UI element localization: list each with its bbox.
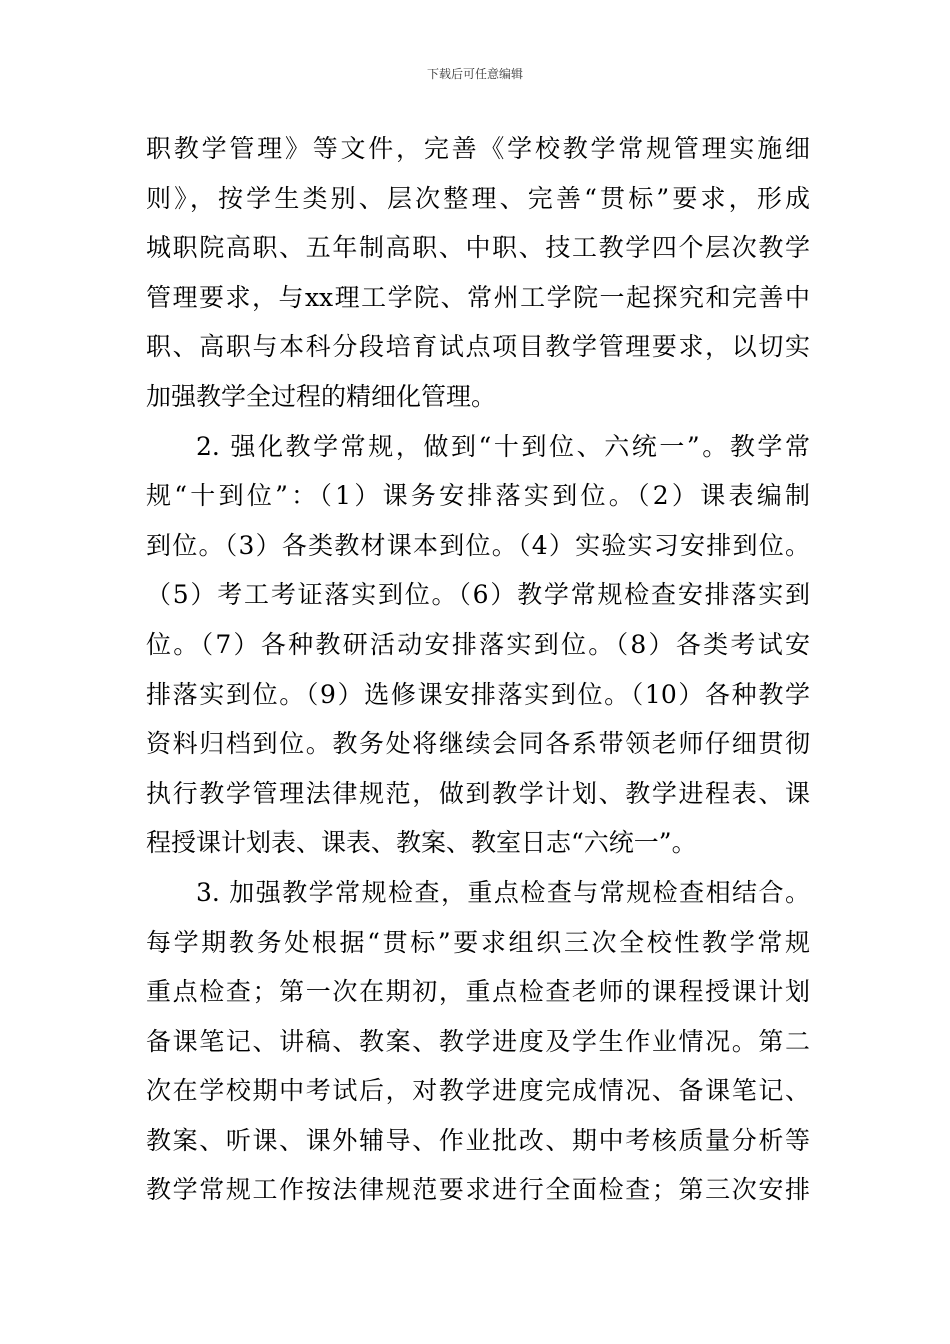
text-line: 排落实到位。（9）选修课安排落实到位。（10）各种教学 [146,679,810,709]
text-line: 资料归档到位。教务处将继续会同各系带领老师仔细贯彻 [146,729,810,759]
document-body [146,124,810,1215]
text-line: 次在学校期中考试后，对教学进度完成情况、备课笔记、 [146,1076,810,1106]
text-line: 教案、听课、课外辅导、作业批改、期中考核质量分析等 [146,1125,810,1155]
text-line: 2. 强化教学常规，做到“十到位、六统一”。教学常 [196,431,810,461]
text-line: 规“十到位”：（1）课务安排落实到位。（2）课表编制 [146,481,810,511]
text-line: 则》，按学生类别、层次整理、完善“贯标”要求，形成 [146,183,810,213]
text-line: 重点检查；第一次在期初，重点检查老师的课程授课计划 [146,977,810,1007]
text-line: 职、高职与本科分段培育试点项目教学管理要求，以切实 [146,332,810,362]
text-line: 到位。（3）各类教材课本到位。（4）实验实习安排到位。 [146,530,810,560]
text-line: 执行教学管理法律规范，做到教学计划、教学进程表、课 [146,778,810,808]
text-line: 备课笔记、讲稿、教案、教学进度及学生作业情况。第二 [146,1026,810,1056]
text-line: 每学期教务处根据“贯标”要求组织三次全校性教学常规 [146,927,810,957]
text-line: 管理要求，与xx理工学院、常州工学院一起探究和完善中 [146,282,810,312]
text-line: 程授课计划表、课表、教案、教室日志“六统一”。 [146,828,697,858]
page-header: 下载后可任意编辑 [426,67,523,81]
text-line: （5）考工考证落实到位。（6）教学常规检查安排落实到 [146,580,810,610]
text-line: 城职院高职、五年制高职、中职、技工教学四个层次教学 [146,233,810,263]
text-line: 3. 加强教学常规检查，重点检查与常规检查相结合。 [196,877,810,907]
text-line: 位。（7）各种教研活动安排落实到位。（8）各类考试安 [146,629,810,659]
text-line: 加强教学全过程的精细化管理。 [146,381,497,411]
text-line: 教学常规工作按法律规范要求进行全面检查；第三次安排 [146,1175,810,1205]
text-line: 职教学管理》等文件，完善《学校教学常规管理实施细 [146,134,810,163]
